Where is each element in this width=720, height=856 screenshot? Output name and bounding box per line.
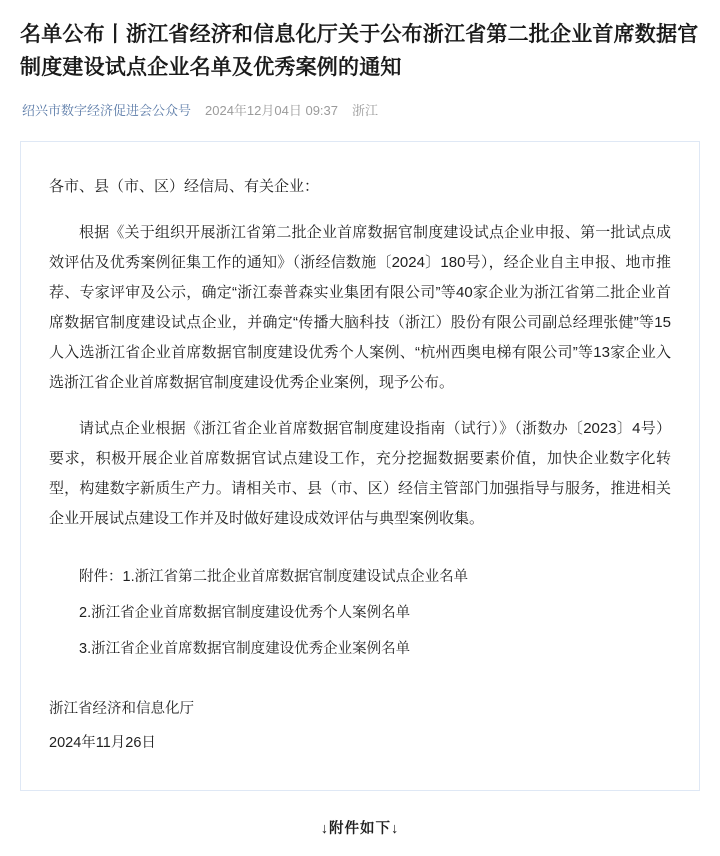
article-meta bbox=[22, 100, 700, 119]
document-salutation: 各市、县（市、区）经信局、有关企业： bbox=[49, 178, 320, 195]
attachment-footer-note: ↓附件如下↓ bbox=[320, 821, 400, 837]
attachment-item: 附件：1.浙江省第二批企业首席数据官制度建设试点企业名单 bbox=[79, 569, 469, 585]
document-signature bbox=[49, 696, 671, 756]
signature-date: 2024年11月26日 bbox=[49, 735, 156, 751]
publish-location: 浙江 bbox=[352, 103, 379, 118]
document-paragraph: 请试点企业根据《浙江省企业首席数据官制度建设指南（试行）》（浙数办〔2023〕4号）要求，积极开展企业首席数据官试点建设工作，充分挖掘数据要素价值，加快企业数字化转型，构建数字新质生产力。请相关市、县（市、区）经信主管部门加强指导与服务，推进相关企业开展试点建设工作并及时做好建设成效评估与典型案例收集。 bbox=[49, 420, 671, 527]
page-title: 名单公布丨浙江省经济和信息化厅关于公布浙江省第二批企业首席数据官制度建设试点企业名单及优秀案例的通知 bbox=[20, 23, 699, 79]
attachment-list bbox=[49, 564, 671, 662]
attachment-item: 2.浙江省企业首席数据官制度建设优秀个人案例名单 bbox=[79, 605, 411, 621]
account-name[interactable]: 绍兴市数字经济促进会公众号 bbox=[22, 103, 192, 118]
document-paragraph: 根据《关于组织开展浙江省第二批企业首席数据官制度建设试点企业申报、第一批试点成效评估及优秀案例征集工作的通知》（浙经信数施〔2024〕180号），经企业自主申报、地市推荐、专家评审及公示，确定“浙江泰普森实业集团有限公司”等40家企业为浙江省第二批企业首席数据官制度建设试点企业，并确定“传播大脑科技（浙江）股份有限公司副总经理张健”等15人入选浙江省企业首席数据官制度建设优秀个人案例、“杭州西奥电梯有限公司”等13家企业入选浙江省企业首席数据官制度建设优秀企业案例，现予公布。 bbox=[49, 224, 671, 391]
attachment-item: 3.浙江省企业首席数据官制度建设优秀企业案例名单 bbox=[79, 641, 411, 657]
document-body bbox=[49, 172, 671, 756]
document-card bbox=[20, 141, 700, 791]
signature-issuer: 浙江省经济和信息化厅 bbox=[49, 701, 194, 717]
publish-date: 2024年12月04日 09:37 bbox=[205, 103, 338, 118]
